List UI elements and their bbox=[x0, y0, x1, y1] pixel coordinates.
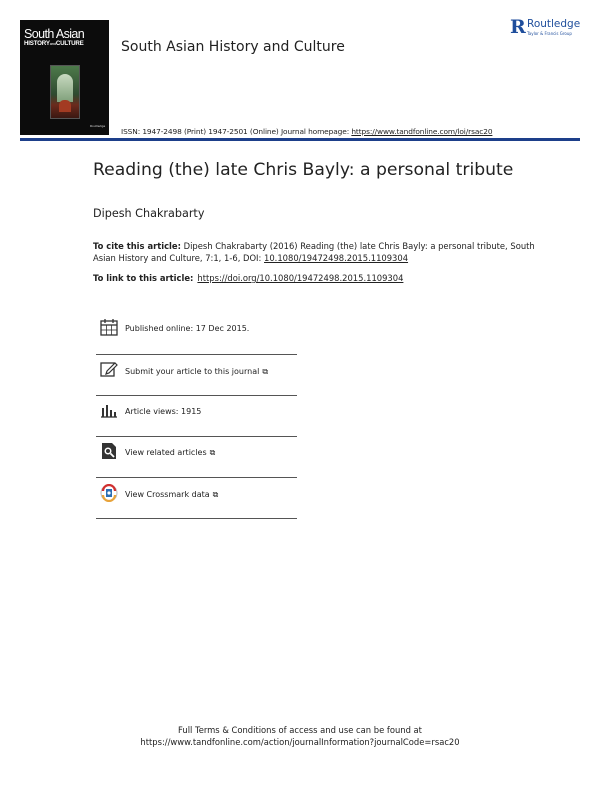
publisher-tagline: Taylor & Francis Group bbox=[527, 31, 572, 36]
search-icon bbox=[100, 442, 118, 460]
header-divider bbox=[20, 138, 580, 141]
routledge-r-icon: R bbox=[510, 16, 526, 38]
journal-title: South Asian History and Culture bbox=[121, 39, 345, 55]
publisher-name: Routledge bbox=[527, 18, 581, 30]
article-doi-url[interactable]: https://doi.org/10.1080/19472498.2015.1109304 bbox=[197, 273, 404, 283]
external-link-icon: ⧉ bbox=[212, 490, 219, 499]
external-link-icon: ⧉ bbox=[262, 367, 269, 376]
crossmark-row[interactable] bbox=[96, 477, 297, 519]
citation: To cite this article: Dipesh Chakrabarty (2016) Reading (the) late Chris Bayly: a personal tribute, South Asian History and Culture, 7:1, 1-6, DOI: 10.1080/19472498.2015.1109304 bbox=[93, 241, 535, 263]
bar-chart-icon bbox=[100, 401, 118, 419]
article-title: Reading (the) late Chris Bayly: a personal tribute bbox=[93, 160, 514, 180]
published-date: Published online: 17 Dec 2015. bbox=[125, 324, 250, 333]
publisher-logo bbox=[510, 17, 590, 45]
footer bbox=[0, 724, 600, 748]
footer-terms-text: Full Terms & Conditions of access and use can be found at bbox=[178, 725, 422, 735]
journal-homepage-link[interactable]: https://www.tandfonline.com/loi/rsac20 bbox=[351, 127, 493, 136]
cover-title-line1: South Asian bbox=[24, 27, 85, 41]
submit-article-row[interactable] bbox=[96, 354, 297, 396]
crossmark-icon bbox=[100, 484, 118, 502]
external-link-icon: ⧉ bbox=[209, 448, 216, 457]
cover-publisher-mark: Routledge bbox=[90, 124, 106, 128]
related-articles-row[interactable] bbox=[96, 436, 297, 478]
footer-terms-url[interactable]: https://www.tandfonline.com/action/journalInformation?journalCode=rsac20 bbox=[140, 737, 460, 747]
doi-link[interactable]: 10.1080/19472498.2015.1109304 bbox=[264, 253, 409, 263]
edit-icon bbox=[100, 360, 118, 378]
view-crossmark-link[interactable]: View Crossmark data ⧉ bbox=[125, 490, 219, 499]
article-link-line: To link to this article: https://doi.org/10.1080/19472498.2015.1109304 bbox=[93, 273, 404, 283]
issn-line: ISSN: 1947-2498 (Print) 1947-2501 (Online) Journal homepage: https://www.tandfonline.com/loi/rsac20 bbox=[121, 127, 493, 136]
published-row bbox=[96, 313, 297, 355]
journal-cover bbox=[20, 20, 109, 135]
article-views-row bbox=[96, 395, 297, 437]
calendar-icon bbox=[100, 318, 118, 336]
article-views: Article views: 1915 bbox=[125, 407, 202, 416]
cover-photo bbox=[50, 65, 80, 119]
view-related-articles-link[interactable]: View related articles ⧉ bbox=[125, 448, 216, 457]
author-name: Dipesh Chakrabarty bbox=[93, 207, 205, 220]
submit-article-link[interactable]: Submit your article to this journal ⧉ bbox=[125, 367, 269, 376]
cover-title-line2: HISTORYandCULTURE bbox=[24, 40, 84, 47]
